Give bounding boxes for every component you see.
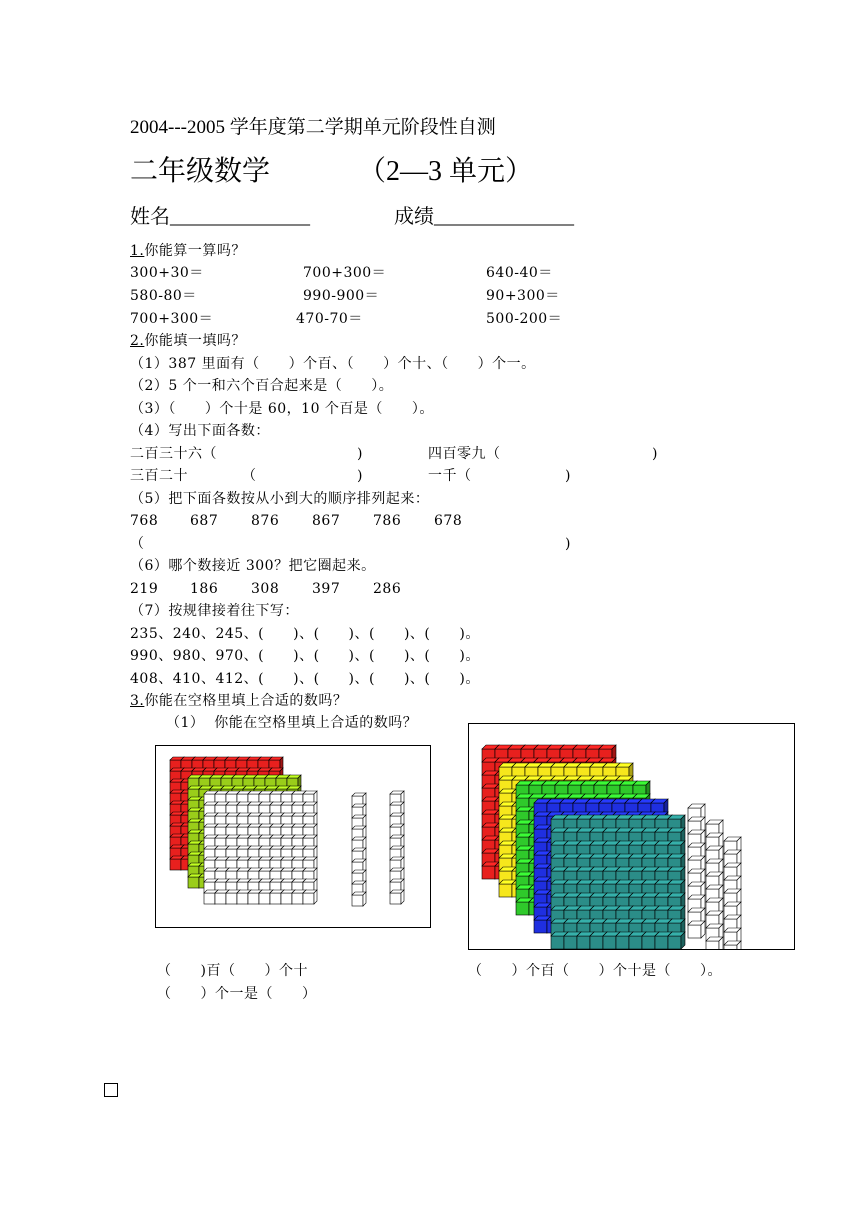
answer-line-left-2: （ ）个一是（ ） [157,986,317,1002]
sort-number: 876 [251,513,280,529]
sort-number: 768 [130,513,159,529]
name-field[interactable]: 姓名______________ [130,206,310,228]
write-number-item: 三百二十 [130,468,188,484]
question-prompt: 你能在空格里填上合适的数吗？ [144,693,348,709]
question-3-heading [130,694,347,708]
answer-line-right: （ ）个百（ ）个十是（ ）。 [468,963,722,979]
calc-item: 300+30＝ [130,265,204,281]
calc-item: 640-40＝ [486,265,553,281]
sort-number: 687 [190,513,219,529]
question-prompt: 你能填一填吗？ [144,333,246,349]
open-paren: （ [242,468,257,484]
calc-item: 700+300＝ [303,265,387,281]
calc-item: 990-900＝ [303,288,380,304]
ten-rod [706,820,723,949]
ten-rod [724,837,741,949]
exam-title: 2004---2005 学年度第二学期单元阶段性自测 [130,117,496,138]
near-number[interactable]: 286 [373,581,402,597]
pattern-line: 990、980、970、( )、( )、( )、( )。 [130,648,480,664]
question-2-heading [130,334,246,348]
calc-item: 500-200＝ [486,311,563,327]
calc-item: 580-80＝ [130,288,197,304]
write-number-item: 二百三十六（ [130,446,217,462]
sort-number: 786 [373,513,402,529]
sort-number: 867 [312,513,341,529]
base-ten-blocks-left [156,746,430,927]
pattern-line: 235、240、245、( )、( )、( )、( )。 [130,626,480,642]
base-ten-picture-left [155,745,431,928]
near-prompt: （6）哪个数接近 300？把它圈起来。 [130,558,376,574]
fill-line: （2）5 个一和六个百合起来是（ ）。 [130,378,394,394]
question-3-sub: （1） 你能在空格里填上合适的数吗？ [166,715,418,731]
question-number: 1. [130,243,145,259]
ten-rod [390,791,404,904]
near-number[interactable]: 397 [312,581,341,597]
base-ten-blocks-right [469,724,794,949]
close-paren: ) [565,536,571,552]
open-paren: （ [130,536,145,552]
fill-line: （4）写出下面各数： [130,423,270,439]
question-1-heading [130,244,246,258]
close-paren: ) [357,468,363,484]
close-paren: ) [652,446,658,462]
question-prompt: 你能算一算吗？ [144,243,246,259]
close-paren: ) [565,468,571,484]
sort-number: 678 [434,513,463,529]
grade-subject: 二年级数学 [130,156,271,187]
checkbox-square[interactable] [104,1083,118,1097]
near-number[interactable]: 308 [251,581,280,597]
calc-item: 700+300＝ [130,311,214,327]
answer-line-left-1: （ )百（ ）个十 [157,963,308,979]
calc-item: 90+300＝ [486,288,560,304]
score-field[interactable]: 成绩______________ [394,206,574,228]
fill-line: （1）387 里面有（ ）个百、（ ）个十、（ ）个一。 [130,356,536,372]
unit-range: （2—3 单元） [358,156,534,187]
write-number-item: 一千（ [428,468,472,484]
fill-line: （3）（ ）个十是 60，10 个百是（ ）。 [130,401,434,417]
question-number: 2. [130,333,145,349]
hundred-flat-white [204,791,317,904]
near-number[interactable]: 219 [130,581,159,597]
close-paren: ) [357,446,363,462]
sort-prompt: （5）把下面各数按从小到大的顺序排列起来： [130,491,430,507]
ten-rod [352,793,366,906]
ten-rod [688,804,705,938]
question-number: 3. [130,693,145,709]
near-number[interactable]: 186 [190,581,219,597]
pattern-prompt: （7）按规律接着往下写： [130,603,299,619]
hundred-flat-teal [551,815,685,949]
write-number-item: 四百零九（ [428,446,501,462]
calc-item: 470-70＝ [296,311,363,327]
pattern-line: 408、410、412、( )、( )、( )、( )。 [130,671,480,687]
base-ten-picture-right [468,723,795,950]
